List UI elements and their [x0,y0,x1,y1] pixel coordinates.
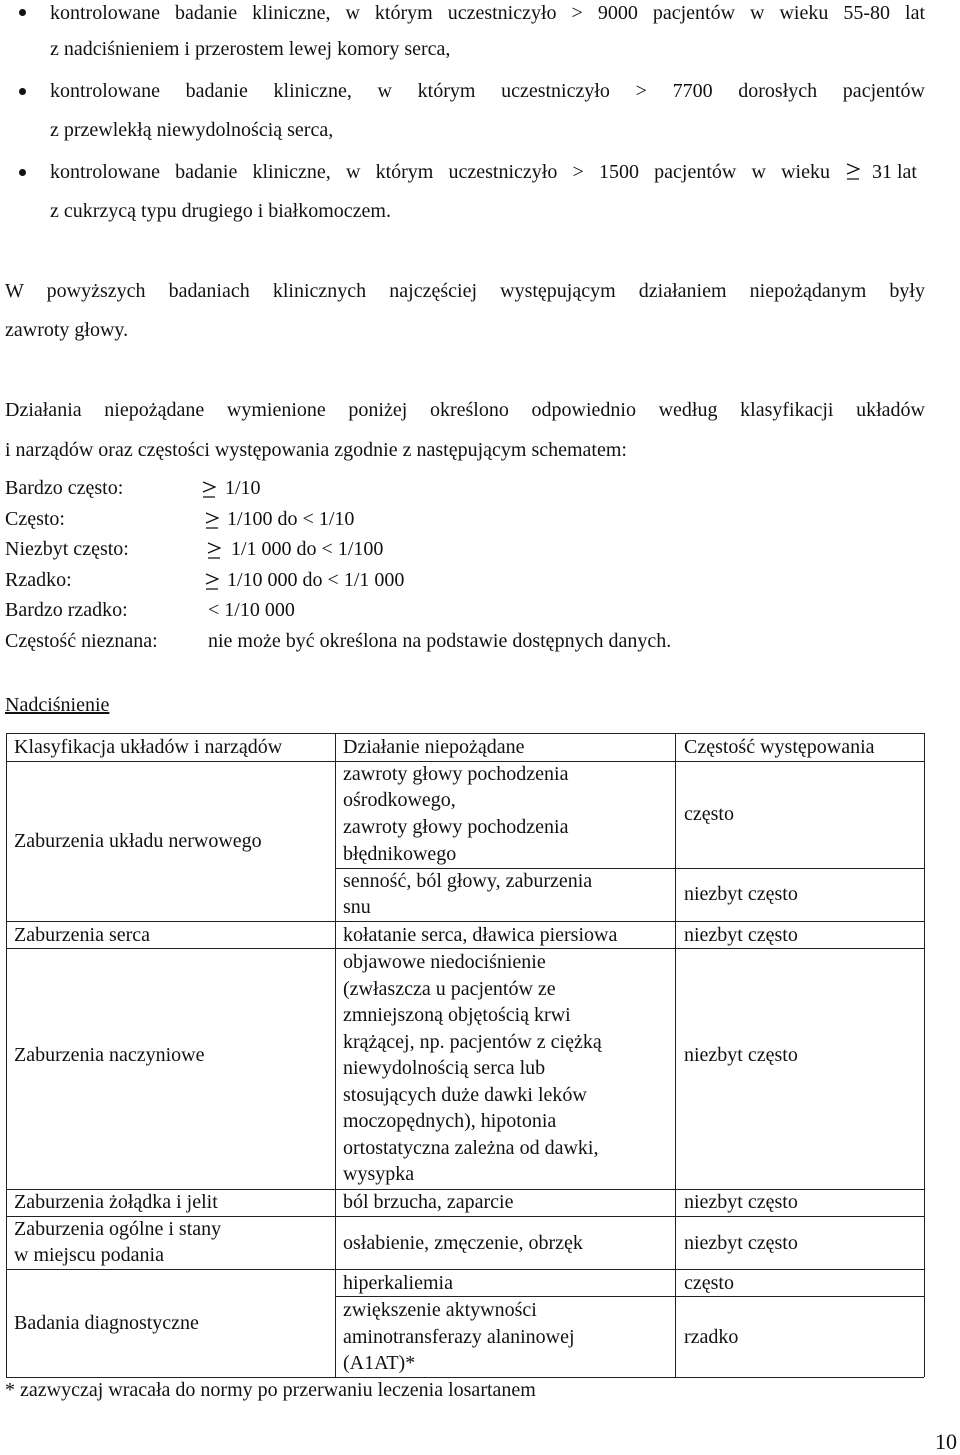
greater-equal-icon [202,481,216,505]
footnote: * zazwyczaj wracała do normy po przerwaniu leczenia losartanem [5,1379,536,1401]
table-cell-effect: ból brzucha, zaparcie [343,1191,514,1213]
bullet-3-age: 31 lat [872,161,917,183]
paragraph-2-line-2: i narządów oraz częstości występowania zgodnie z następującym schematem: [5,439,627,461]
table-cell-frequency: niezbyt często [684,924,798,946]
table-header-effect: Działanie niepożądane [343,736,525,758]
bullet-1-line-1: kontrolowane badanie kliniczne, w którym uczestniczyło > 9000 pacjentów w wieku 55-80 lat [50,2,925,24]
table-border [675,733,676,1377]
table-cell-soc: Zaburzenia serca [14,924,151,946]
scale-value: < 1/10 000 [208,599,295,621]
table-cell-effect: snu [343,896,371,918]
table-cell-effect: zmniejszoną objętością krwi [343,1004,571,1026]
greater-equal-icon [846,163,860,187]
paragraph-1-line-2: zawroty głowy. [5,319,129,341]
scale-label: Rzadko: [5,569,72,591]
scale-label: Często: [5,508,65,530]
table-cell-frequency: rzadko [684,1326,739,1348]
table-cell-effect: krążącej, np. pacjentów z ciężką [343,1031,602,1053]
table-cell-effect: (zwłaszcza u pacjentów ze [343,978,556,1000]
table-cell-effect: ośrodkowego, [343,789,456,811]
table-cell-effect: niewydolnością serca lub [343,1057,546,1079]
scale-value: 1/100 do < 1/10 [227,508,355,530]
table-cell-effect: aminotransferazy alaninowej [343,1326,575,1348]
table-cell-effect: (A1AT)* [343,1352,416,1374]
paragraph-1-line-1: W powyższych badaniach klinicznych najczęściej występującym działaniem niepożądanym były [5,280,925,302]
table-cell-effect: wysypka [343,1163,415,1185]
paragraph-2-line-1: Działania niepożądane wymienione poniżej określono odpowiednio według klasyfikacji układów [5,399,925,421]
bullet-1-line-2: z nadciśnieniem i przerostem lewej komory serca, [50,38,451,60]
table-cell-effect: kołatanie serca, dławica piersiowa [343,924,618,946]
table-cell-soc: Zaburzenia ogólne i stany [14,1218,222,1240]
table-cell-soc: Zaburzenia żołądka i jelit [14,1191,218,1213]
table-border [6,1377,924,1378]
bullet-dot-icon [19,9,26,16]
table-cell-soc: Zaburzenia układu nerwowego [14,830,262,852]
table-cell-frequency: często [684,1272,734,1294]
table-cell-frequency: niezbyt często [684,1232,798,1254]
scale-label: Częstość nieznana: [5,630,158,652]
bullet-2-line-1: kontrolowane badanie kliniczne, w którym uczestniczyło > 7700 dorosłych pacjentów [50,80,925,102]
bullet-2-line-2: z przewlekłą niewydolnością serca, [50,119,334,141]
scale-label: Bardzo rzadko: [5,599,128,621]
scale-value: 1/1 000 do < 1/100 [231,538,384,560]
table-cell-effect: moczopędnych), hipotonia [343,1110,557,1132]
scale-value: 1/10 000 do < 1/1 000 [227,569,405,591]
table-cell-effect: objawowe niedociśnienie [343,951,546,973]
table-cell-effect: zawroty głowy pochodzenia [343,763,569,785]
table-cell-effect: zawroty głowy pochodzenia [343,816,569,838]
greater-equal-icon [205,573,219,597]
scale-label: Bardzo często: [5,477,124,499]
table-cell-effect: osłabienie, zmęczenie, obrzęk [343,1232,583,1254]
greater-equal-icon [205,512,219,536]
greater-equal-icon [207,542,221,566]
scale-value: 1/10 [225,477,261,499]
table-border [6,1269,924,1270]
table-cell-frequency: często [684,803,734,825]
table-cell-effect: błędnikowego [343,843,457,865]
table-border [924,733,925,1377]
scale-value: nie może być określona na podstawie dostępnych danych. [208,630,672,652]
section-heading: Nadciśnienie [5,694,110,716]
scale-label: Niezbyt często: [5,538,129,560]
table-cell-effect: senność, ból głowy, zaburzenia [343,870,593,892]
table-cell-soc: Zaburzenia naczyniowe [14,1044,205,1066]
table-cell-soc: w miejscu podania [14,1244,164,1266]
bullet-3-line-2: z cukrzycą typu drugiego i białkomoczem. [50,200,391,222]
page-number: 10 [935,1429,957,1454]
table-cell-effect: zwiększenie aktywności [343,1299,537,1321]
bullet-3-line-1: kontrolowane badanie kliniczne, w którym uczestniczyło > 1500 pacjentów w wieku [50,161,830,183]
table-cell-frequency: niezbyt często [684,883,798,905]
table-header-frequency: Częstość występowania [684,736,875,758]
table-border [6,733,7,1377]
table-cell-effect: hiperkaliemia [343,1272,453,1294]
table-header-soc: Klasyfikacja układów i narządów [14,736,283,758]
bullet-dot-icon [19,169,26,176]
table-border [335,733,336,1377]
table-cell-effect: ortostatyczna zależna od dawki, [343,1137,599,1159]
table-cell-effect: stosujących duże dawki leków [343,1084,587,1106]
table-cell-frequency: niezbyt często [684,1044,798,1066]
table-cell-soc: Badania diagnostyczne [14,1312,199,1334]
table-cell-frequency: niezbyt często [684,1191,798,1213]
bullet-dot-icon [19,88,26,95]
